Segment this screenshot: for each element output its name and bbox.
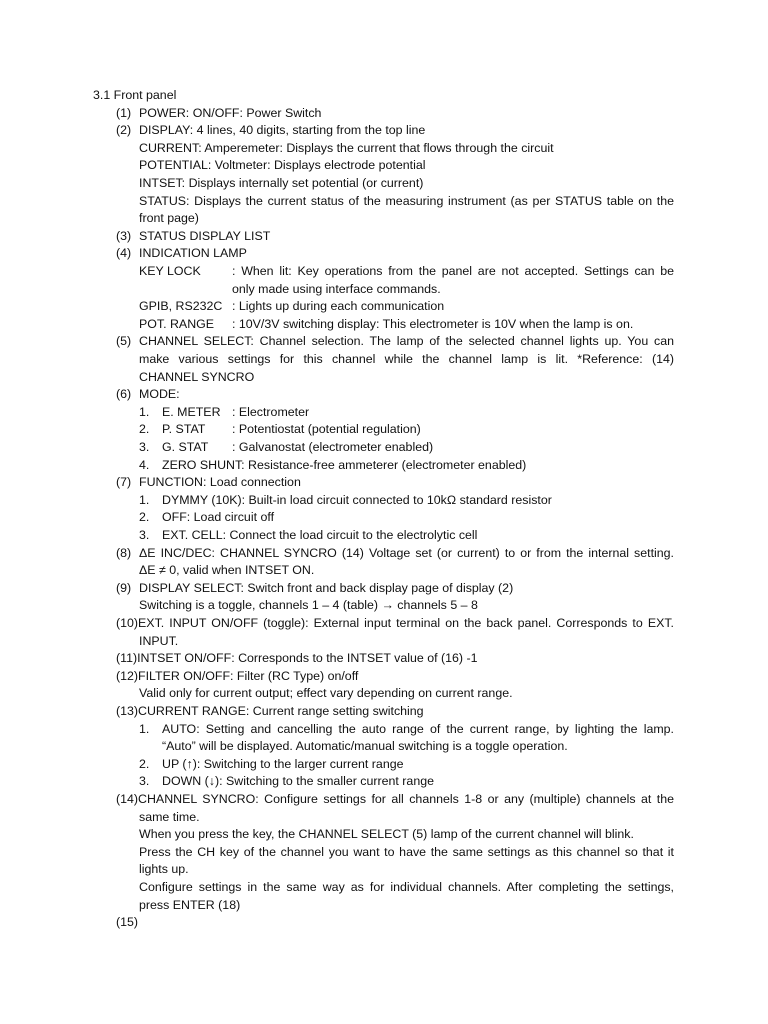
lamp-value: : When lit: Key operations from the panel are not accepted. Settings can be <box>232 264 674 278</box>
item-text: CHANNEL SYNCRO <box>139 369 255 384</box>
sub-text: AUTO: Setting and cancelling the auto range of the current range, by lighting the lamp. <box>162 721 674 736</box>
item-number: (3) <box>116 228 132 243</box>
sub-key: E. METER <box>162 404 221 419</box>
lamp-key: POT. RANGE <box>139 316 215 331</box>
sub-value: : Electrometer <box>232 404 310 419</box>
item-number: (8) <box>116 545 132 560</box>
sub-text: EXT. CELL: Connect the load circuit to the electrolytic cell <box>162 528 478 542</box>
lamp-value: : 10V/3V switching display: This electrometer is 10V when the lamp is on. <box>232 316 634 331</box>
lamp-key: KEY LOCK <box>139 264 201 278</box>
item-text: (11)INTSET ON/OFF: Corresponds to the INTSET value of (16) -1 <box>116 651 478 666</box>
section-title: 3.1 Front panel <box>93 88 177 102</box>
item-text: lights up. <box>139 862 189 877</box>
sub-number: 2. <box>139 422 150 437</box>
sub-number: 2. <box>139 510 150 525</box>
sub-key: P. STAT <box>162 422 206 437</box>
sub-text: DOWN (↓): Switching to the smaller current range <box>162 774 434 789</box>
item-text: (14)CHANNEL SYNCRO: Configure settings for all channels 1-8 or any (multiple) channels at the <box>116 792 674 806</box>
item-text: DISPLAY SELECT: Switch front and back display page of display (2) <box>139 580 514 595</box>
sub-value: : Potentiostat (potential regulation) <box>232 422 421 437</box>
item-number: (1) <box>116 105 132 120</box>
item-text: When you press the key, the CHANNEL SELECT (5) lamp of the current channel will blink. <box>139 827 634 842</box>
sub-number: 3. <box>139 528 150 542</box>
sub-number: 3. <box>139 774 150 789</box>
item-text: Press the CH key of the channel you want to have the same settings as this channel so that it <box>139 844 674 859</box>
item-detail: front page) <box>139 211 199 226</box>
item-text: FUNCTION: Load connection <box>139 475 301 490</box>
item-text: Valid only for current output; effect vary depending on current range. <box>139 686 513 701</box>
item-text: (12)FILTER ON/OFF: Filter (RC Type) on/off <box>116 668 359 683</box>
item-text: (10)EXT. INPUT ON/OFF (toggle): External input terminal on the back panel. Corresponds to EXT. <box>116 616 674 630</box>
item-text: POWER: ON/OFF: Power Switch <box>139 105 322 120</box>
item-text: ΔE INC/DEC: CHANNEL SYNCRO (14) Voltage set (or current) to or from the internal setting. <box>139 545 674 560</box>
sub-number: 2. <box>139 756 150 771</box>
sub-text: UP (↑): Switching to the larger current range <box>162 756 404 771</box>
sub-number: 4. <box>139 457 150 472</box>
item-text: Configure settings in the same way as for individual channels. After completing the settings, <box>139 880 674 894</box>
item-text: STATUS DISPLAY LIST <box>139 228 271 243</box>
item-text: ΔE ≠ 0, valid when INTSET ON. <box>139 563 315 578</box>
item-number: (5) <box>116 334 132 349</box>
sub-number: 1. <box>139 404 150 419</box>
item-detail: INTSET: Displays internally set potential (or current) <box>139 176 424 190</box>
lamp-key: GPIB, RS232C <box>139 299 223 314</box>
item-text: CHANNEL SELECT: Channel selection. The lamp of the selected channel lights up. You can <box>139 334 674 349</box>
sub-text: ZERO SHUNT: Resistance-free ammeterer (electrometer enabled) <box>162 457 527 472</box>
item-number: (4) <box>116 246 132 261</box>
item-text: make various settings for this channel while the channel lamp is lit. *Reference: (14) <box>139 352 674 366</box>
item-text: press ENTER (18) <box>139 897 241 912</box>
item-text: Switching is a toggle, channels 1 – 4 (table) → channels 5 – 8 <box>139 598 478 613</box>
sub-text: OFF: Load circuit off <box>162 510 275 525</box>
sub-number: 3. <box>139 440 150 454</box>
item-detail: STATUS: Displays the current status of the measuring instrument (as per STATUS table on the <box>139 193 674 208</box>
item-text: MODE: <box>139 387 180 402</box>
item-detail: CURRENT: Amperemeter: Displays the current that flows through the circuit <box>139 140 554 155</box>
item-text: same time. <box>139 809 200 824</box>
item-text: (13)CURRENT RANGE: Current range setting switching <box>116 704 424 718</box>
item-number: (9) <box>116 580 132 595</box>
sub-number: 1. <box>139 721 150 736</box>
sub-key: G. STAT <box>162 440 209 454</box>
sub-number: 1. <box>139 492 150 507</box>
item-number: (7) <box>116 475 132 490</box>
sub-text: DYMMY (10K): Built-in load circuit connected to 10kΩ standard resistor <box>162 492 552 507</box>
item-number: (2) <box>116 123 132 138</box>
sub-value: : Galvanostat (electrometer enabled) <box>232 440 434 454</box>
sub-text: “Auto” will be displayed. Automatic/manual switching is a toggle operation. <box>162 739 568 754</box>
lamp-value: only made using interface commands. <box>232 281 441 296</box>
item-text: DISPLAY: 4 lines, 40 digits, starting from the top line <box>139 123 426 138</box>
item-text: INPUT. <box>139 633 179 648</box>
lamp-value: : Lights up during each communication <box>232 299 445 314</box>
item-number: (6) <box>116 387 132 402</box>
item-text: INDICATION LAMP <box>139 246 247 261</box>
item-detail: POTENTIAL: Voltmeter: Displays electrode potential <box>139 158 426 173</box>
item-text: (15) <box>116 915 139 930</box>
